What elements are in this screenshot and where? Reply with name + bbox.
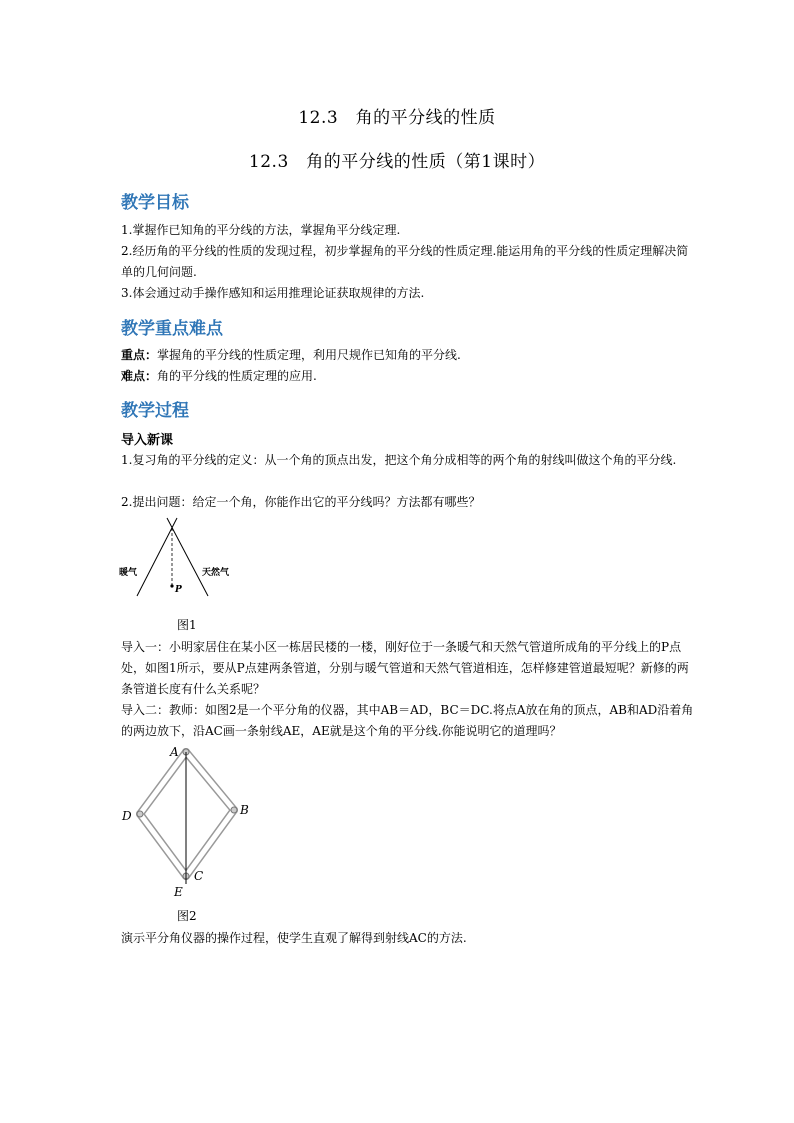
intro-two-paragraph: 导入二：教师：如图2是一个平分角的仪器，其中AB＝AD，BC＝DC.将点A放在角的顶点，AB和AD沿着角的两边放下，沿AC画一条射线AE，AE就是这个角的平分线.你能说明它的道理吗？ <box>121 703 694 738</box>
fig1-label-heating: 暖气 <box>119 568 138 578</box>
instrument-bars <box>140 752 234 876</box>
fig2-label-c: C <box>194 869 204 883</box>
fig2-label-b: B <box>240 803 249 817</box>
intro-subheading: 导入新课 <box>121 433 174 448</box>
difficult-text: 角的平分线的性质定理的应用. <box>157 369 317 383</box>
objective-2-text: 2.经历角的平分线的性质的发现过程，初步掌握角的平分线的性质定理.能运用角的平分线的性质定理解决简单的几何问题. <box>121 244 689 279</box>
difficult-label: 难点： <box>121 369 158 383</box>
heating-pipe-line <box>137 518 177 596</box>
fig2-label-e: E <box>174 885 183 899</box>
lesson-title: 12.3 角的平分线的性质（第1课时） <box>248 152 546 172</box>
key-text: 掌握角的平分线的性质定理，利用尺规作已知角的平分线. <box>157 348 461 362</box>
fig2-label-a: A <box>170 745 179 759</box>
gas-pipe-line <box>167 518 208 596</box>
figure-2-diagram <box>118 742 258 902</box>
key-point <box>121 345 695 366</box>
demo-paragraph: 演示平分角仪器的操作过程，使学生直观了解得到射线AC的方法. <box>121 931 467 945</box>
question-paragraph: 2.提出问题：给定一个角，你能作出它的平分线吗？方法都有哪些？ <box>121 495 481 509</box>
review-paragraph: 1.复习角的平分线的定义：从一个角的顶点出发，把这个角分成相等的两个角的射线叫做这个角的平分线. <box>121 453 677 467</box>
fig1-label-gas: 天然气 <box>202 568 230 578</box>
process-heading: 教学过程 <box>121 401 189 421</box>
figure-1-diagram <box>115 516 245 598</box>
objectives-heading: 教学目标 <box>121 193 189 213</box>
intro-one-paragraph: 导入一：小明家居住在某小区一栋居民楼的一楼，刚好位于一条暖气和天然气管道所成角的平分线上的P点处，如图1所示，要从P点建两条管道，分别与暖气管道和天然气管道相连，怎样修建管道最短呢？新修的两条管道长度有什么关系呢？ <box>121 640 689 696</box>
figure-1-caption: 图1 <box>177 618 197 632</box>
objective-2 <box>121 241 695 283</box>
key-label: 重点： <box>121 348 158 362</box>
objective-3: 3.体会通过动手操作感知和运用推理论证获取规律的方法. <box>121 286 425 300</box>
keypoints-heading: 教学重点难点 <box>121 319 223 339</box>
difficult-point <box>121 366 695 387</box>
document-title: 12.3 角的平分线的性质 <box>298 108 496 128</box>
objective-1: 1.掌握作已知角的平分线的方法，掌握角平分线定理. <box>121 223 401 237</box>
point-p-dot <box>170 584 173 587</box>
figure-2-caption: 图2 <box>177 909 197 923</box>
fig1-label-p: P <box>175 585 182 595</box>
fig2-label-d: D <box>122 809 132 823</box>
